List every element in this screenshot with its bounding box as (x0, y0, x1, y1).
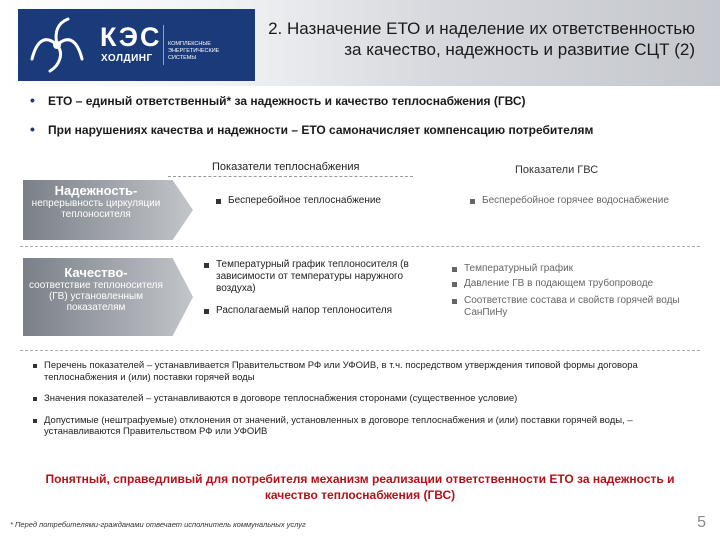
page-number: 5 (697, 514, 706, 531)
rule-item: Перечень показателей – устанавливается Правительством РФ или УФОИВ, в т.ч. посредством утверждения типовой формы договора теплоснабжения и (или) поставки горячей воды (30, 360, 700, 383)
main-bullet-item: • ЕТО – единый ответственный* за надежность и качество теплоснабжения (ГВС) (30, 94, 710, 109)
gvs-indicator: Соответствие состава и свойств горячей воды СанПиНу (452, 295, 702, 319)
reliability-title: Надежность- (54, 183, 138, 198)
supply-indicator: Бесперебойное теплоснабжение (216, 195, 406, 207)
logo-swirl-icon (24, 13, 90, 77)
logo-subtitle: КОМПЛЕКСНЫЕ ЭНЕРГЕТИЧЕСКИЕ СИСТЕМЫ (168, 41, 220, 61)
supply-indicator: Располагаемый напор теплоносителя (204, 305, 414, 317)
slide-title: 2. Назначение ЕТО и наделение их ответственностью за качество, надежность и развитие СЦТ (2) (268, 19, 695, 59)
gvs-column-header: Показатели ГВС (515, 164, 599, 176)
gvs-indicator: Давление ГВ в подающем трубопроводе (452, 278, 702, 290)
company-logo (18, 9, 255, 81)
logo-divider (163, 25, 164, 65)
footnote: * Перед потребителями-гражданами отвечает исполнитель коммунальных услуг (10, 520, 306, 529)
quality-label (28, 265, 164, 313)
slide-header (0, 0, 720, 86)
main-bullet-list (30, 94, 710, 152)
reliability-subtitle: непрерывность циркуляции теплоносителя (31, 198, 161, 220)
supply-indicator: Температурный график теплоносителя (в зависимости от температуры наружного воздуха) (204, 259, 414, 295)
gvs-indicator: Температурный график (452, 263, 702, 275)
section-divider (20, 350, 700, 351)
quality-title: Качество- (64, 265, 128, 280)
quality-subtitle: соответствие теплоносителя (ГВ) установленным показателям (29, 280, 163, 313)
gvs-indicator: Бесперебойное горячее водоснабжение (470, 195, 670, 207)
main-bullet-item: • При нарушениях качества и надежности – ЕТО самоначисляет компенсацию потребителям (30, 123, 710, 138)
rules-bullet-list (30, 360, 700, 448)
supply-column-header: Показатели теплоснабжения (212, 161, 360, 173)
logo-holding: ХОЛДИНГ (101, 53, 153, 64)
logo-brand: КЭС (100, 22, 162, 52)
row-divider (20, 246, 700, 247)
conclusion-text: Понятный, справедливый для потребителя механизм реализации ответственности ЕТО за надежность и качество теплоснабжения (ГВС) (45, 472, 675, 502)
rule-item: Допустимые (нештрафуемые) отклонения от значений, установленных в договоре теплоснабжения и (или) поставки горячей воды, – устанавливаются Правительством РФ или УФОИВ (30, 415, 700, 438)
reliability-label (28, 183, 164, 220)
rule-item: Значения показателей – устанавливаются в договоре теплоснабжения сторонами (существенное условие) (30, 393, 700, 405)
supply-header-divider (168, 176, 413, 177)
